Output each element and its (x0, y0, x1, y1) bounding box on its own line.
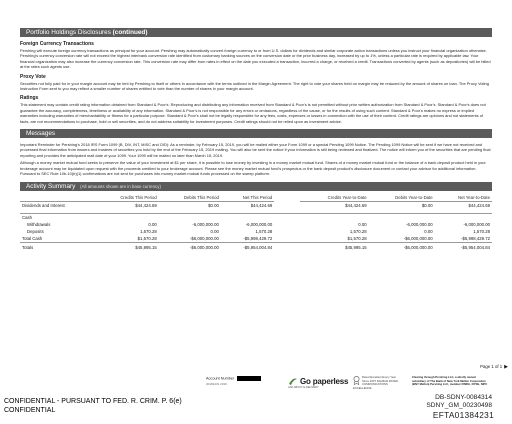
page-of-text: Page 1 of 1 (480, 364, 503, 369)
row-label: Dividends and Interest (22, 202, 65, 208)
col-header-net-ytd: Net Year-to-Date (435, 194, 492, 202)
document-id: 20181231 2019 (206, 381, 227, 386)
column-gap (274, 243, 300, 251)
dalbar-award (353, 376, 401, 390)
cell-value: -$6,000,000.00 (403, 236, 433, 242)
row-label: Withdrawals (27, 221, 51, 227)
statement-footer (20, 376, 492, 398)
activity-header-row (20, 194, 492, 202)
cell-value (435, 213, 492, 221)
ratings-section (20, 95, 492, 124)
activity-summary-table (20, 194, 492, 251)
bates-number-2: SDNY_GM_00230498 (426, 402, 492, 409)
pershing-disclosure (412, 376, 490, 387)
table-row (20, 228, 492, 235)
row-label: Deposits (27, 229, 44, 235)
row-label: Totals (20, 243, 94, 251)
fx-heading: Foreign Currency Transactions (20, 41, 94, 47)
cell-value (300, 213, 368, 221)
table-row (20, 243, 492, 251)
cell-value: -$5,954,004.84 (435, 243, 492, 251)
cell-value: -$6,000,000.00 (159, 243, 221, 251)
award-ribbon-icon (353, 376, 360, 385)
table-row (20, 221, 492, 228)
col-header-debits-ytd: Debits Year-to-Date (369, 194, 435, 202)
pershing-text: Clearing through Pershing LLC, a wholly owned subsidiary of The Bank of New York Mellon Corporation (BNY Mellon) Pershing LLC, member FINRA, NYSE, SIPC (412, 375, 488, 386)
message-money-market: Although a money market mutual fund seeks to preserve the value of your investment at $1 per share, it is possible to lose money by investing in a money market mutual fund. Shares of a money market mutual fund or the balance of a bank deposit product held in your brokerage account may be liquidated upon request with the proceeds credited to your brokerage account. Please see the money market mutual fund's prospectus or the bank deposit product's disclosure document or contact your advisor for additional information. Pursuant to SEC Rule 10b-10(b)(1) confirmations are not sent for purchases into money market mutual funds processed on the sweep platform. (20, 160, 486, 177)
cell-value: 1,570.28 (255, 229, 273, 235)
col-header-credits-period: Credits This Period (94, 194, 158, 202)
cell-value: 0.00 (210, 229, 219, 235)
activity-summary-header (20, 182, 492, 191)
cell-value: $0.00 (421, 202, 433, 208)
activity-summary-title: Activity Summary (26, 182, 76, 190)
go-paperless-subtext: ASK ABOUT E-DELIVERY (288, 386, 319, 390)
go-paperless-text: Go paperless (300, 377, 349, 386)
cell-value: -$6,000,000.00 (369, 243, 435, 251)
award-text: Rated Excellent Every Year Since 2007 DALBAR RATED COMMUNICATIONS EXCELLENCE (353, 375, 399, 390)
confidential-line-2: CONFIDENTIAL (4, 407, 56, 414)
confidential-line-1: CONFIDENTIAL - PURSUANT TO FED. R. CRIM. P. 6(e) (4, 398, 182, 405)
cell-value: -$5,998,429.72 (243, 236, 273, 242)
col-header-gap (274, 194, 300, 202)
cell-value: 0.00 (148, 221, 157, 227)
cell-value: $0.00 (208, 202, 219, 208)
proxy-heading: Proxy Vote (20, 73, 46, 80)
account-number-block (206, 376, 261, 387)
messages-section (20, 142, 492, 176)
cell-value: 1,570.28 (140, 229, 157, 235)
activity-summary-subtitle: (All amounts shown are in base currency) (80, 183, 161, 189)
continued-label: (continued) (112, 29, 148, 36)
account-number-redaction (237, 376, 261, 381)
next-page-arrow-icon: ▶ (504, 364, 508, 370)
col-header-debits-period: Debits This Period (159, 194, 221, 202)
account-number-label: Account Number (206, 376, 235, 381)
cell-value: -$5,954,004.84 (221, 243, 274, 251)
activity-table-body (20, 201, 492, 251)
statement-page (20, 28, 492, 251)
column-gap (274, 235, 300, 243)
cell-value: -6,000,000.00 (192, 221, 219, 227)
cell-value: $1,570.28 (137, 236, 157, 242)
table-row (20, 213, 492, 221)
proxy-text: Securities not fully paid for in your margin account may be lent by Pershing to itself or others in accordance with the terms outlined in the Margin Agreement. The right to vote your shares held on margin may be reduced by the amount of shares on loan. The Proxy Voting Instruction Form sent to you may reflect a smaller number of shares entitled to vote than the number of shares in your margin account. (20, 80, 489, 92)
col-header-label (20, 194, 94, 202)
cell-value: -6,000,000.00 (463, 221, 490, 227)
col-header-credits-ytd: Credits Year-to-Date (300, 194, 368, 202)
table-row (20, 235, 492, 243)
row-label: Total Cash (22, 236, 43, 242)
messages-header (20, 129, 492, 138)
cell-value: 1,570.28 (473, 229, 490, 235)
column-gap (274, 213, 300, 221)
go-paperless-logo (288, 377, 348, 389)
cell-value: $44,424.69 (345, 202, 367, 208)
cell-value: 0.00 (424, 229, 433, 235)
cell-value: -$5,998,429.72 (461, 236, 490, 242)
cell-value: $1,570.28 (347, 236, 367, 242)
fx-text: Pershing will execute foreign currency transactions as principal for your account. Pershing may automatically convert foreign currency to or from U.S. dollars for dividends and similar corporate action transactions unless you instruct your financial organization otherwise. Pershing's currency conversion rate will not exceed the highest interbank conversion rate identified from customary banking sources on the conversion date or the prior business day, increased by up to 1%, unless a particular rate is required by applicable law. Your financial organization may also increase the currency conversion rate. This conversion rate may differ from rates in effect on the date you executed a transaction, incurred a charge, or received a credit. Transactions converted by agents (such as depositories) will be billed at the rates such agents use. (20, 48, 491, 70)
cell-value (221, 213, 274, 221)
table-row (20, 201, 492, 209)
column-gap (274, 221, 300, 228)
cell-value: -6,000,000.00 (406, 221, 433, 227)
column-gap (274, 201, 300, 209)
row-label: Cash (20, 213, 94, 221)
cell-value (369, 213, 435, 221)
cell-value: $44,424.69 (135, 202, 157, 208)
cell-value: $44,424.69 (250, 202, 273, 208)
cell-value: $45,995.15 (300, 243, 368, 251)
cell-value (94, 213, 158, 221)
bates-number-3: EFTA01384231 (432, 410, 494, 420)
message-1099-reminder: Important Reminder for Pershing's 2018 IRS Form 1099 (B, DIV, INT, MISC and OID): As a reminder, by February 15, 2019, you will be mailed either your Form 1099 or a special Pending 1099 Notice. The Pending 1099 Notice will be sent if we have not received and processed final information from issuers and trustees of securities you hold by the end of the February 15, 2019 mailing. You will also be sent the notice if your information is still being reviewed and finalized. The notice will inform you of the securities that are pending final reporting and provides the anticipated mail date of your 1099. Your 1099 will be mailed no later than March 15, 2019. (20, 142, 491, 158)
cell-value: 1,570.28 (349, 229, 367, 235)
ratings-heading: Ratings (20, 95, 39, 102)
cell-value: $45,995.15 (94, 243, 158, 251)
cell-value: 0.00 (358, 221, 367, 227)
fx-section (20, 41, 492, 70)
column-gap (274, 228, 300, 235)
cell-value: -6,000,000.00 (245, 221, 273, 227)
cell-value (159, 213, 221, 221)
cell-value: -$6,000,000.00 (189, 236, 219, 242)
portfolio-disclosures-header (20, 28, 492, 37)
col-header-net-period: Net This Period (221, 194, 274, 202)
bates-number-1: DB-SDNY-0084314 (435, 394, 492, 401)
cell-value: $44,424.69 (468, 202, 490, 208)
proxy-section (20, 74, 492, 92)
page-indicator (480, 364, 508, 370)
messages-title: Messages (26, 130, 56, 138)
ratings-text: This statement may contain credit rating information obtained from Standard & Poor's. Reproducing and distributing any information received from Standard & Poor's is not permitted without prior written authorization from Standard & Poor's. Standard & Poor's does not guarantee the accuracy, completeness, timeliness or availability of any information. Standard & Poor's is not responsible for any errors or omissions, regardless of the cause, or for the results of using such content. Standard & Poor's makes no express or implied warranties including warranties of merchantability or fitness for a particular purpose. Standard & Poor's shall not be legally responsible for any fees, costs, expenses or losses in connection with the use of their content. Credit ratings are opinions and not statements of facts, are not recommendations to purchase, hold or sell securities, and do not address suitability for investment purposes. Credit ratings should not be relied upon as investment advice. (20, 102, 486, 124)
portfolio-disclosures-title: Portfolio Holdings Disclosures (26, 29, 111, 36)
